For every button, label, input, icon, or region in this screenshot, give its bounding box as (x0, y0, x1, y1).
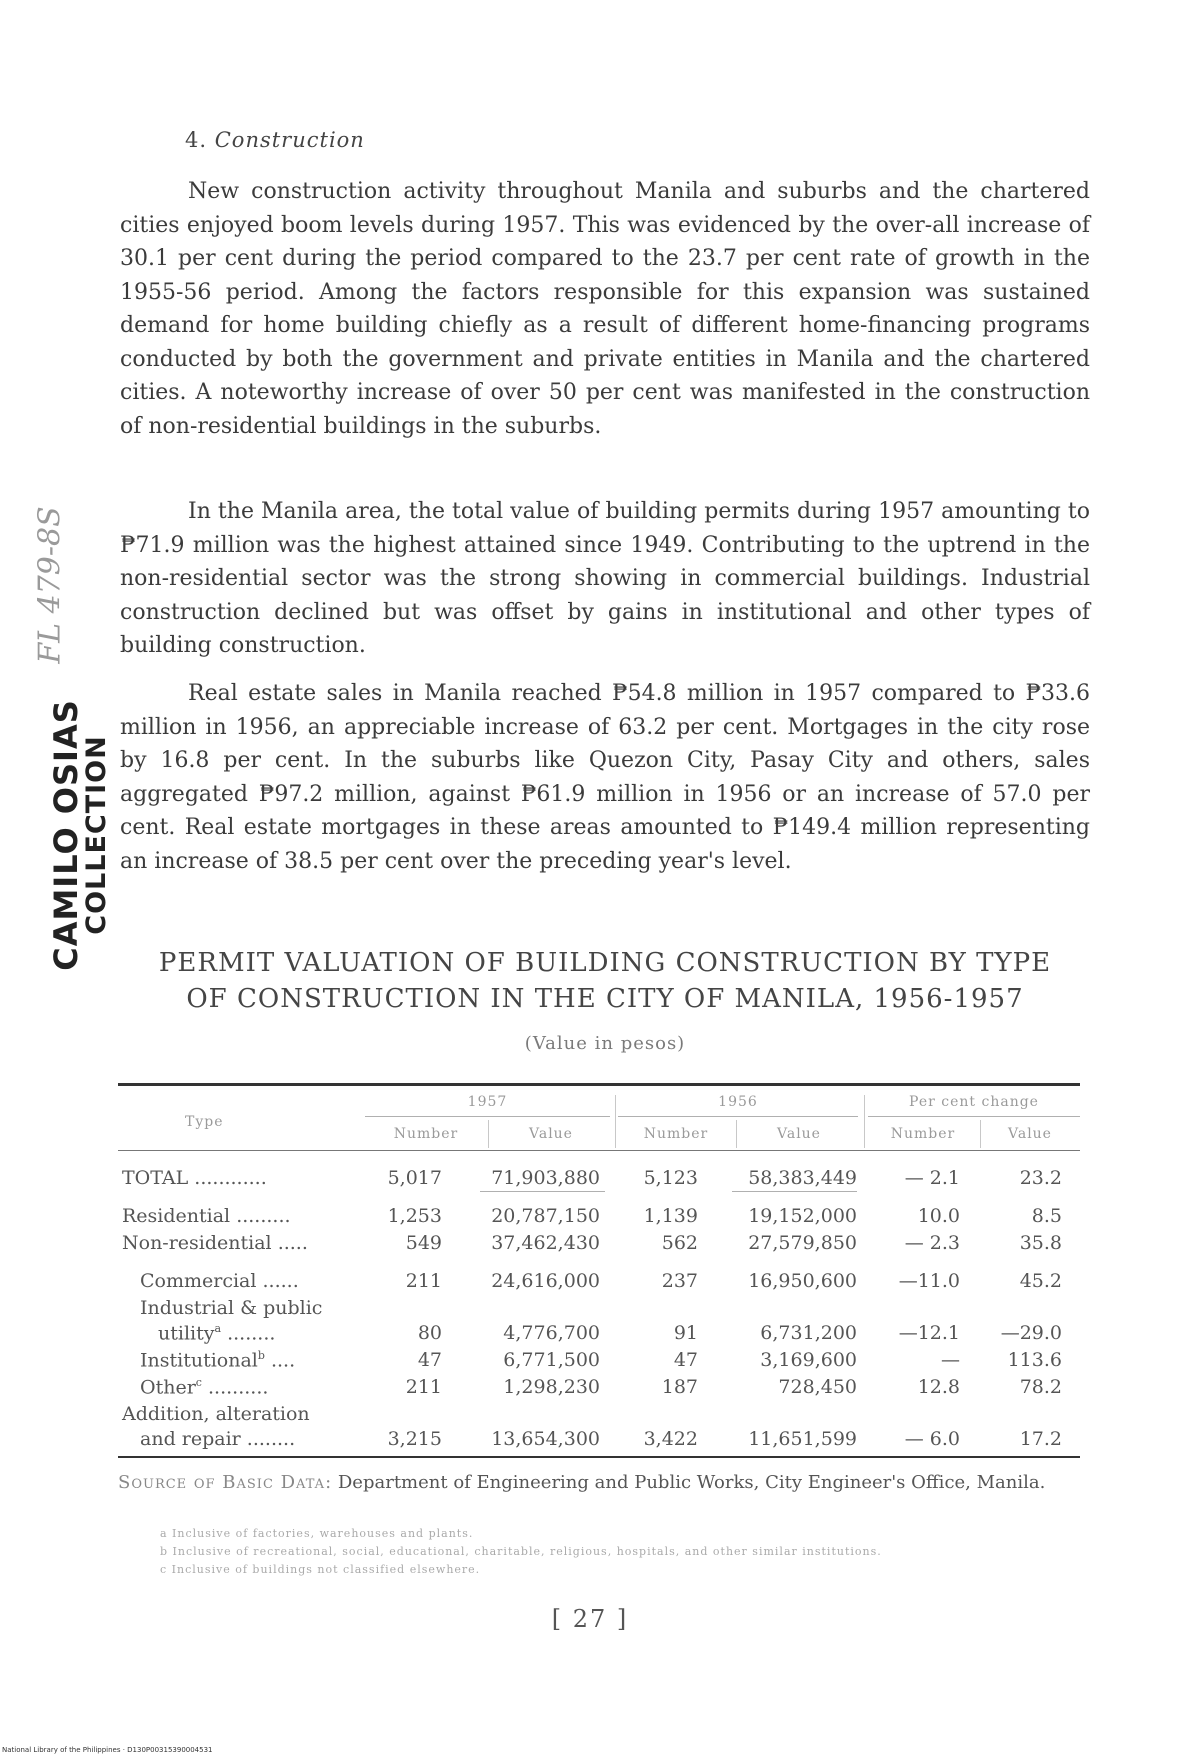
footnote-marker-c: c (195, 1376, 202, 1389)
table-title-line-1: PERMIT VALUATION OF BUILDING CONSTRUCTION BY TYPE (158, 948, 1052, 978)
col-divider-1 (488, 1120, 489, 1148)
row-industrial-value-1956: 6,731,200 (760, 1322, 857, 1344)
total-underline-1957 (480, 1191, 605, 1192)
header-value-change: Value (1008, 1126, 1052, 1142)
row-residential-value-1956: 19,152,000 (748, 1205, 857, 1227)
row-institutional-percent-value: 113.6 (1007, 1349, 1062, 1371)
header-number-1956: Number (643, 1126, 709, 1142)
source-text: Department of Engineering and Public Works, City Engineer's Office, Manila. (337, 1472, 1046, 1493)
collection-stamp (40, 700, 120, 970)
footnote-c: c Inclusive of buildings not classified elsewhere. (160, 1563, 481, 1576)
row-commercial-value-1957: 24,616,000 (491, 1270, 600, 1292)
table-title-line-2: OF CONSTRUCTION IN THE CITY OF MANILA, 1956-1957 (186, 984, 1024, 1014)
paragraph-manila-permits: In the Manila area, the total value of building permits during 1957 amounting to ₱71.9 million was the highest attained since 1949. Contributing to the uptrend in the non-residential sector was the strong showing in commercial buildings. Industrial construction declined but was offset by gains in institutional and other types of building construction. (120, 499, 1090, 658)
row-addition-percent-number: — 6.0 (904, 1428, 960, 1450)
row-residential-value-1957: 20,787,150 (491, 1205, 600, 1227)
header-type: Type (185, 1114, 224, 1130)
row-addition-number-1957: 3,215 (387, 1428, 442, 1450)
col-divider-5 (980, 1120, 981, 1148)
header-number-change: Number (890, 1126, 956, 1142)
row-other-percent-value: 78.2 (1019, 1376, 1062, 1398)
paragraph-real-estate: Real estate sales in Manila reached ₱54.8 million in 1957 compared to ₱33.6 million in 1956, an appreciable increase of 63.2 per cent. Mortgages in the city rose by 16.8 per cent. In the suburbs like Quezon City, Pasay City and others, sales aggregated ₱97.2 million, against ₱61.9 million in 1956 or an increase of 57.0 per cent. Real estate mortgages in these areas amounted to ₱149.4 million representing an increase of 38.5 per cent over the preceding year's level. (120, 681, 1090, 874)
row-total-percent-value: 23.2 (1019, 1167, 1062, 1189)
header-rule-change (868, 1116, 1080, 1117)
header-value-1957: Value (529, 1126, 573, 1142)
row-total-label: TOTAL ............ (122, 1167, 267, 1189)
footnote-a: a Inclusive of factories, warehouses and plants. (160, 1527, 474, 1540)
row-institutional-number-1957: 47 (417, 1349, 442, 1371)
header-bottom-rule (118, 1150, 1080, 1151)
total-underline-1956 (732, 1191, 857, 1192)
row-commercial-percent-value: 45.2 (1019, 1270, 1062, 1292)
header-value-1956: Value (777, 1126, 821, 1142)
row-other-value-1956: 728,450 (778, 1376, 857, 1398)
row-residential-number-1956: 1,139 (643, 1205, 698, 1227)
row-nonresidential-label: Non-residential ..... (122, 1232, 308, 1254)
row-addition-label-line-2: and repair ........ (140, 1428, 296, 1450)
table-top-rule (118, 1083, 1080, 1086)
row-residential-label: Residential ......... (122, 1205, 291, 1227)
row-commercial-number-1957: 211 (405, 1270, 442, 1292)
row-industrial-number-1957: 80 (417, 1322, 442, 1344)
table-subtitle: (Value in pesos) (524, 1033, 686, 1054)
row-other-number-1956: 187 (661, 1376, 698, 1398)
row-total-value-1956: 58,383,449 (748, 1167, 857, 1189)
header-year-1956: 1956 (718, 1094, 758, 1110)
section-heading (185, 128, 365, 152)
row-other-value-1957: 1,298,230 (503, 1376, 600, 1398)
row-nonresidential-percent-value: 35.8 (1019, 1232, 1062, 1254)
row-institutional-number-1956: 47 (673, 1349, 698, 1371)
row-institutional-percent-number: — (941, 1349, 960, 1371)
row-nonresidential-number-1956: 562 (661, 1232, 698, 1254)
row-nonresidential-value-1957: 37,462,430 (491, 1232, 600, 1254)
row-commercial-value-1956: 16,950,600 (748, 1270, 857, 1292)
table-bottom-rule (118, 1456, 1080, 1458)
stamp-line-1: CAMILO OSIAS (47, 699, 85, 971)
digitization-footer: National Library of the Philippines · D130P00315390004531 (2, 1746, 213, 1754)
row-addition-number-1956: 3,422 (643, 1428, 698, 1450)
row-addition-value-1956: 11,651,599 (748, 1428, 857, 1450)
row-total-percent-number: — 2.1 (904, 1167, 960, 1189)
row-other-number-1957: 211 (405, 1376, 442, 1398)
row-nonresidential-number-1957: 549 (405, 1232, 442, 1254)
header-percent-change: Per cent change (909, 1094, 1039, 1110)
row-other-label: Other$^c$ .......... (140, 1376, 269, 1399)
col-divider-3 (736, 1120, 737, 1148)
table-title (120, 945, 1090, 1017)
row-other-percent-number: 12.8 (917, 1376, 960, 1398)
row-industrial-number-1956: 91 (673, 1322, 698, 1344)
paragraph-construction-activity: New construction activity throughout Manila and suburbs and the chartered cities enjoyed boom levels during 1957. This was evidenced by the over-all increase of 30.1 per cent during the period compared to the 23.7 per cent rate of growth in the 1955-56 period. Among the factors responsible for this expansion was sustained demand for home building chiefly as a result of different home-financing programs conducted by both the government and private entities in Manila and the chartered cities. A noteworthy increase of over 50 per cent was manifested in the construction of non-residential buildings in the suburbs. (120, 179, 1090, 439)
row-commercial-percent-number: —11.0 (898, 1270, 960, 1292)
header-year-1957: 1957 (467, 1094, 508, 1110)
row-nonresidential-value-1956: 27,579,850 (748, 1232, 857, 1254)
row-nonresidential-percent-number: — 2.3 (904, 1232, 960, 1254)
row-addition-label: Addition, alteration (122, 1403, 310, 1425)
row-industrial-label-line-2: utility$^a$ ........ (158, 1322, 276, 1345)
row-institutional-value-1956: 3,169,600 (760, 1349, 857, 1371)
section-number: 4. (185, 128, 208, 152)
row-residential-percent-value: 8.5 (1031, 1205, 1062, 1227)
row-addition-value-1957: 13,654,300 (491, 1428, 600, 1450)
row-residential-number-1957: 1,253 (387, 1205, 442, 1227)
section-title: Construction (214, 128, 365, 152)
row-industrial-percent-value: —29.0 (1000, 1322, 1062, 1344)
row-total-value-1957: 71,903,880 (491, 1167, 600, 1189)
row-institutional-value-1957: 6,771,500 (503, 1349, 600, 1371)
row-institutional-label: Institutional$^b$ .... (140, 1349, 296, 1372)
header-rule-1956 (618, 1116, 858, 1117)
handwritten-note-text: FL 479-8S (32, 506, 68, 664)
footnote-marker-b: b (257, 1349, 265, 1362)
header-rule-1957 (365, 1116, 610, 1117)
row-residential-percent-number: 10.0 (917, 1205, 960, 1227)
col-divider-2 (615, 1095, 616, 1148)
row-industrial-percent-number: —12.1 (898, 1322, 960, 1344)
row-commercial-number-1956: 237 (661, 1270, 698, 1292)
handwritten-call-number (20, 500, 80, 670)
row-addition-percent-value: 17.2 (1019, 1428, 1062, 1450)
header-number-1957: Number (393, 1126, 459, 1142)
footnote-b: b Inclusive of recreational, social, educational, charitable, religious, hospitals, and other similar institutions. (160, 1545, 882, 1558)
page-number: [ 27 ] (551, 1605, 629, 1633)
footnote-marker-a: a (214, 1322, 222, 1335)
row-total-number-1957: 5,017 (387, 1167, 442, 1189)
row-industrial-label: Industrial & public (140, 1297, 323, 1319)
row-total-number-1956: 5,123 (643, 1167, 698, 1189)
row-commercial-label: Commercial ...... (140, 1270, 299, 1292)
col-divider-4 (864, 1095, 865, 1148)
source-label: Source of Basic Data: (118, 1472, 333, 1493)
stamp-line-2: COLLECTION (81, 735, 112, 935)
row-industrial-value-1957: 4,776,700 (503, 1322, 600, 1344)
